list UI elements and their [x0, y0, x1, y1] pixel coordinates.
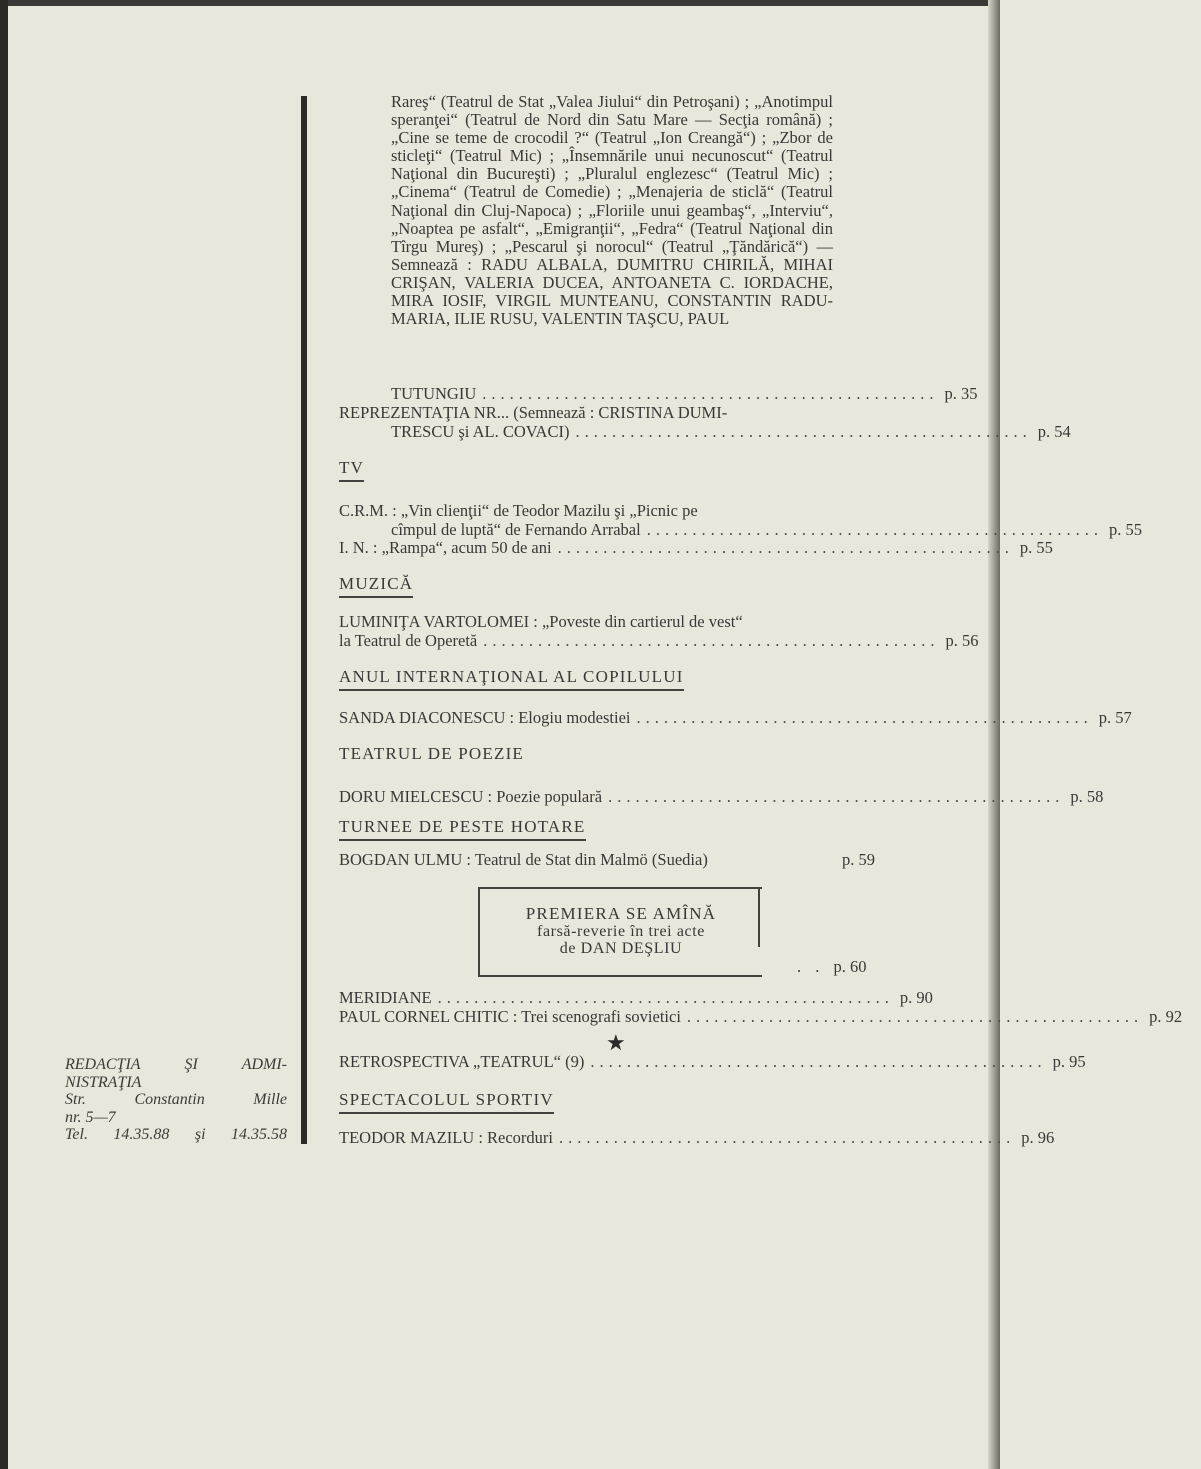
entry-line-2 [391, 422, 1071, 441]
star-icon: ★ [606, 1030, 626, 1055]
section-anul [339, 667, 684, 691]
entry-text: I. N. : „Rampa“, acum 50 de ani [339, 538, 552, 557]
address-word: şi [194, 1126, 206, 1143]
entry-text: TEODOR MAZILU : Recorduri [339, 1128, 554, 1147]
page-number: p. 90 [899, 988, 933, 1007]
section-heading: ANUL INTERNAŢIONAL AL COPILULUI [339, 667, 684, 691]
leader-dots: .................................................. [646, 519, 1103, 539]
leader-dots: .................................................. [590, 1052, 1047, 1071]
page-number: p. 60 [833, 957, 867, 976]
address-word: ADMI- [241, 1056, 287, 1073]
toc-entry-in [339, 538, 1053, 558]
page-number: p. 96 [1021, 1128, 1055, 1147]
leader-dots: .................................................. [559, 1128, 1016, 1147]
toc-entry-mielcescu [339, 787, 1104, 807]
premiera-author: de DAN DEŞLIU [559, 940, 683, 957]
leader-dots: .................................................. [636, 708, 1093, 727]
box-corner-line [758, 887, 760, 947]
entry-text: RETROSPECTIVA „TEATRUL“ (9) [339, 1052, 585, 1071]
phone-number: 14.35.88 [113, 1126, 170, 1143]
address-line-3 [65, 1091, 287, 1109]
leader-dots: .................................................. [483, 631, 940, 650]
address-word: Str. [65, 1091, 86, 1108]
entry-text: MERIDIANE [339, 988, 432, 1007]
page-number: p. 55 [1108, 519, 1142, 539]
entry-text: DORU MIELCESCU : Poezie populară [339, 787, 603, 806]
address-word: REDACŢIA [65, 1056, 141, 1073]
binding-shadow [0, 0, 8, 1469]
page-number: p. 35 [944, 384, 978, 403]
section-heading: TURNEE DE PESTE HOTARE [339, 817, 586, 841]
column-divider [301, 96, 307, 1144]
toc-entry-mazilu [339, 1128, 1055, 1148]
address-word: ŞI [184, 1056, 198, 1073]
leader-dots: .................................................. [557, 538, 1014, 557]
toc-entry-vartolomei [339, 612, 979, 650]
address-line-5 [65, 1126, 287, 1144]
page-top-edge [0, 0, 1000, 6]
address-word: Constantin [134, 1091, 205, 1108]
leader-dots: .................................................. [575, 422, 1032, 441]
phone-number: 14.35.58 [230, 1126, 287, 1143]
entry-text: SANDA DIACONESCU : Elogiu modestiei [339, 708, 631, 727]
address-line-2: NISTRAŢIA [65, 1073, 142, 1091]
section-sportiv [339, 1090, 554, 1114]
entry-text: TRESCU şi AL. COVACI) [391, 422, 570, 441]
leader-dots: .................................................. [608, 787, 1065, 806]
section-tv [339, 458, 364, 482]
entry-line: LUMINIŢA VARTOLOMEI : „Poveste din cartierul de vest“ [339, 612, 743, 631]
entry-line-2 [391, 519, 1142, 540]
entry-text: TUTUNGIU [391, 384, 477, 403]
address-line-4: nr. 5—7 [65, 1108, 116, 1126]
editorial-address [65, 1056, 287, 1144]
entry-line: C.R.M. : „Vin clienţii“ de Teodor Mazilu şi „Picnic pe [339, 501, 698, 520]
leader-dots: .................................................. [482, 384, 939, 403]
section-heading: TEATRUL DE POEZIE [339, 744, 525, 763]
entry-line: REPREZENTAŢIA NR... (Semnează : CRISTINA DUMI- [339, 403, 728, 422]
page-number: p. 58 [1070, 787, 1104, 806]
section-poezie [339, 744, 524, 766]
leader-dots: .................................................. [437, 988, 894, 1007]
entry-text: BOGDAN ULMU : Teatrul de Stat din Malmö (Suedia) [339, 850, 708, 869]
page-number: p. 92 [1149, 1007, 1183, 1026]
toc-entry-reprezentatia [339, 403, 1071, 441]
address-word: Mille [253, 1091, 287, 1108]
toc-entry-crm [339, 501, 1142, 539]
premiera-box [478, 887, 762, 977]
entry-text: cîmpul de luptă“ de Fernando Arrabal [391, 519, 641, 539]
section-heading: MUZICĂ [339, 574, 413, 598]
section-turnee [339, 817, 586, 841]
toc-entry-chitic [339, 1007, 1183, 1027]
toc-entry-meridiane [339, 988, 933, 1008]
premiera-subtitle: farsă-reverie în trei acte [537, 922, 705, 940]
leader-dots: . . [797, 957, 834, 976]
toc-entry-ulmu [339, 850, 894, 870]
teatru-paragraph [391, 93, 833, 328]
section-heading: TV [339, 458, 364, 482]
toc-entry-retrospectiva [339, 1052, 1086, 1072]
page-number: p. 54 [1037, 422, 1071, 441]
toc-entry-tutungiu [391, 384, 978, 404]
page-number: p. 59 [842, 850, 875, 869]
section-heading: SPECTACOLUL SPORTIV [339, 1090, 554, 1114]
toc-entry-diaconescu [339, 708, 1132, 728]
page-number: p. 57 [1098, 708, 1132, 727]
address-line-1 [65, 1056, 287, 1074]
page-number: p. 56 [945, 631, 979, 650]
teatru-paragraph-text: Rareş“ (Teatrul de Stat „Valea Jiului“ din Petroşani) ; „Anotimpul speranţei“ (Teatrul de Nord din Satu Mare — Secţia română) ; „Cine se teme de crocodil ?“ (Teatrul „Ion Creangă“) ; „Zbor de sticleţi“ (Teatrul Mic) ; „Însemnările unui necunoscut“ (Teatrul Naţional din Bucureşti) ; „Pluralul englezesc“ (Teatrul Mic) ; „Cinema“ (Teatrul de Comedie) ; „Menajeria de sticlă“ (Teatrul Naţional din Cluj-Napoca) ; „Floriile unui geambaş“, „Interviu“, „Noaptea pe asfalt“, „Emigranţii“, „Fedra“ (Teatrul Naţional din Tîrgu Mureş) ; „Pescarul şi norocul“ (Teatrul „Ţăndărică“) — Semnează : RADU ALBALA, DUMITRU CHIRILĂ, MIHAI CRIŞAN, VALERIA DUCEA, ANTOANETA C. IORDACHE, MIRA IOSIF, VIRGIL MUNTEANU, CONSTANTIN RADU-MARIA, ILIE RUSU, VALENTIN TAŞCU, PAUL [391, 92, 833, 329]
entry-line-2 [339, 631, 979, 650]
address-word: Tel. [65, 1126, 88, 1143]
page-number: p. 55 [1019, 538, 1053, 557]
leader-dots: .................................................. [686, 1007, 1144, 1026]
entry-text: la Teatrul de Operetă [339, 631, 478, 650]
section-muzica [339, 574, 413, 598]
page-number: p. 95 [1052, 1052, 1086, 1071]
entry-text: PAUL CORNEL CHITIC : Trei scenografi sovietici [339, 1007, 681, 1026]
premiera-page [797, 957, 867, 977]
page-edge-shadow [988, 0, 1000, 1469]
premiera-title: PREMIERA SE AMÎNĂ [525, 904, 717, 923]
